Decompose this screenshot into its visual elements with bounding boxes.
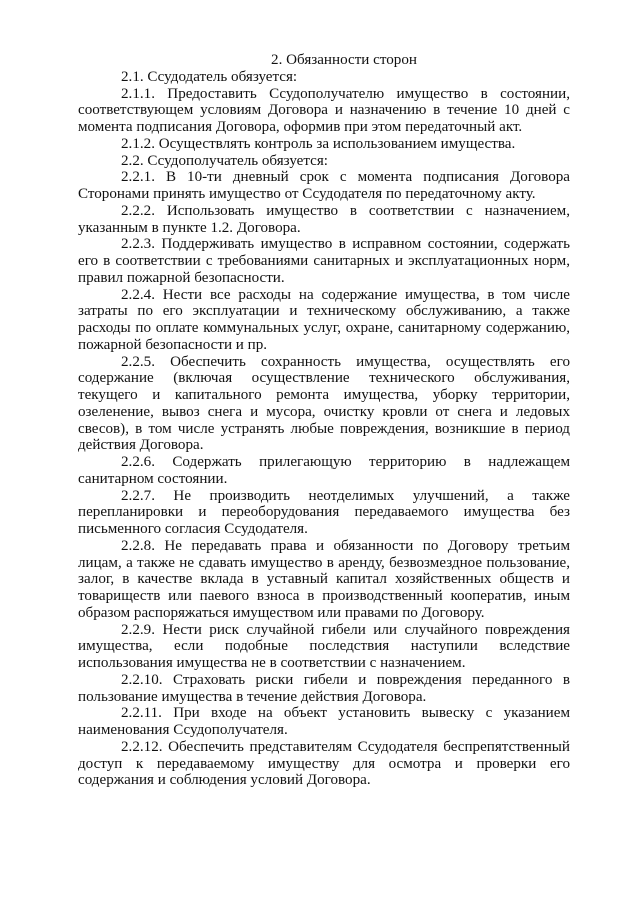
clause-2-2: 2.2. Ссудополучатель обязуется:	[121, 152, 328, 169]
clause-2-2-11: 2.2.11. При входе на объект установить вывеску с указанием наименования Ссудополучателя.	[78, 705, 570, 738]
section-title: 2. Обязанности сторон	[271, 52, 417, 68]
clause-2-2-10: 2.2.10. Страховать риски гибели и повреждения переданного в пользование имущества в течение действия Договора.	[78, 671, 570, 705]
clause-2-2-4: 2.2.4. Нести все расходы на содержание имущества, в том числе затраты по его эксплуатации и техническому обслуживанию, а также расходы по оплате коммунальных услуг, охране, санитарному содержанию, пожарной безопасности и пр.	[78, 286, 570, 353]
clause-2-2-1: 2.2.1. В 10-ти дневный срок с момента подписания Договора Сторонами принять имущество от Ссудодателя по передаточному акту.	[78, 169, 570, 202]
clause-2-1: 2.1. Ссудодатель обязуется:	[121, 68, 298, 85]
clause-2-2-8: 2.2.8. Не передавать права и обязанности по Договору третьим лицам, а также не сдавать имущество в аренду, безвозмездное пользование, залог, в качестве вклада в уставный капитал хозяйственных обществ и товариществ или паевого взноса в производственный кооператив, иным образом распоряжаться имуществом или правами по Договору.	[78, 537, 570, 621]
clause-2-2-6: 2.2.6. Содержать прилегающую территорию в надлежащем санитарном состоянии.	[78, 454, 570, 487]
clause-2-1-2: 2.1.2. Осуществлять контроль за использованием имущества.	[121, 135, 516, 152]
clause-2-2-12: 2.2.12. Обеспечить представителям Ссудодателя беспрепятственный доступ к передаваемому имуществу для осмотра и проверки его содержания и соблюдения условий Договора.	[78, 738, 570, 789]
clause-2-1-1: 2.1.1. Предоставить Ссудополучателю имущество в состоянии, соответствующем условиям Договора и назначению в течение 10 дней с момента подписания Договора, оформив при этом передаточный акт.	[78, 85, 570, 135]
clause-2-2-3: 2.2.3. Поддерживать имущество в исправном состоянии, содержать его в соответствии с требованиями санитарных и эксплуатационных норм, правил пожарной безопасности.	[78, 236, 570, 286]
clause-2-2-7: 2.2.7. Не производить неотделимых улучшений, а также перепланировки и переоборудования передаваемого имущества без письменного согласия Ссудодателя.	[78, 487, 570, 537]
clause-2-2-9: 2.2.9. Нести риск случайной гибели или случайного повреждения имущества, если подобные последствия наступили вследствие использования имущества не в соответствии с назначением.	[78, 621, 570, 671]
clause-2-2-5: 2.2.5. Обеспечить сохранность имущества, осуществлять его содержание (включая осуществление технического обслуживания, текущего и капитального ремонта имущества, уборку территории, озеленение, вывоз снега и мусора, очистку кровли от снега и ледовых свесов), в том числе устранять любые повреждения, возникшие в период действия Договора.	[78, 353, 570, 454]
document-page	[78, 52, 570, 789]
clause-2-2-2: 2.2.2. Использовать имущество в соответствии с назначением, указанным в пункте 1.2. Договора.	[78, 202, 570, 236]
